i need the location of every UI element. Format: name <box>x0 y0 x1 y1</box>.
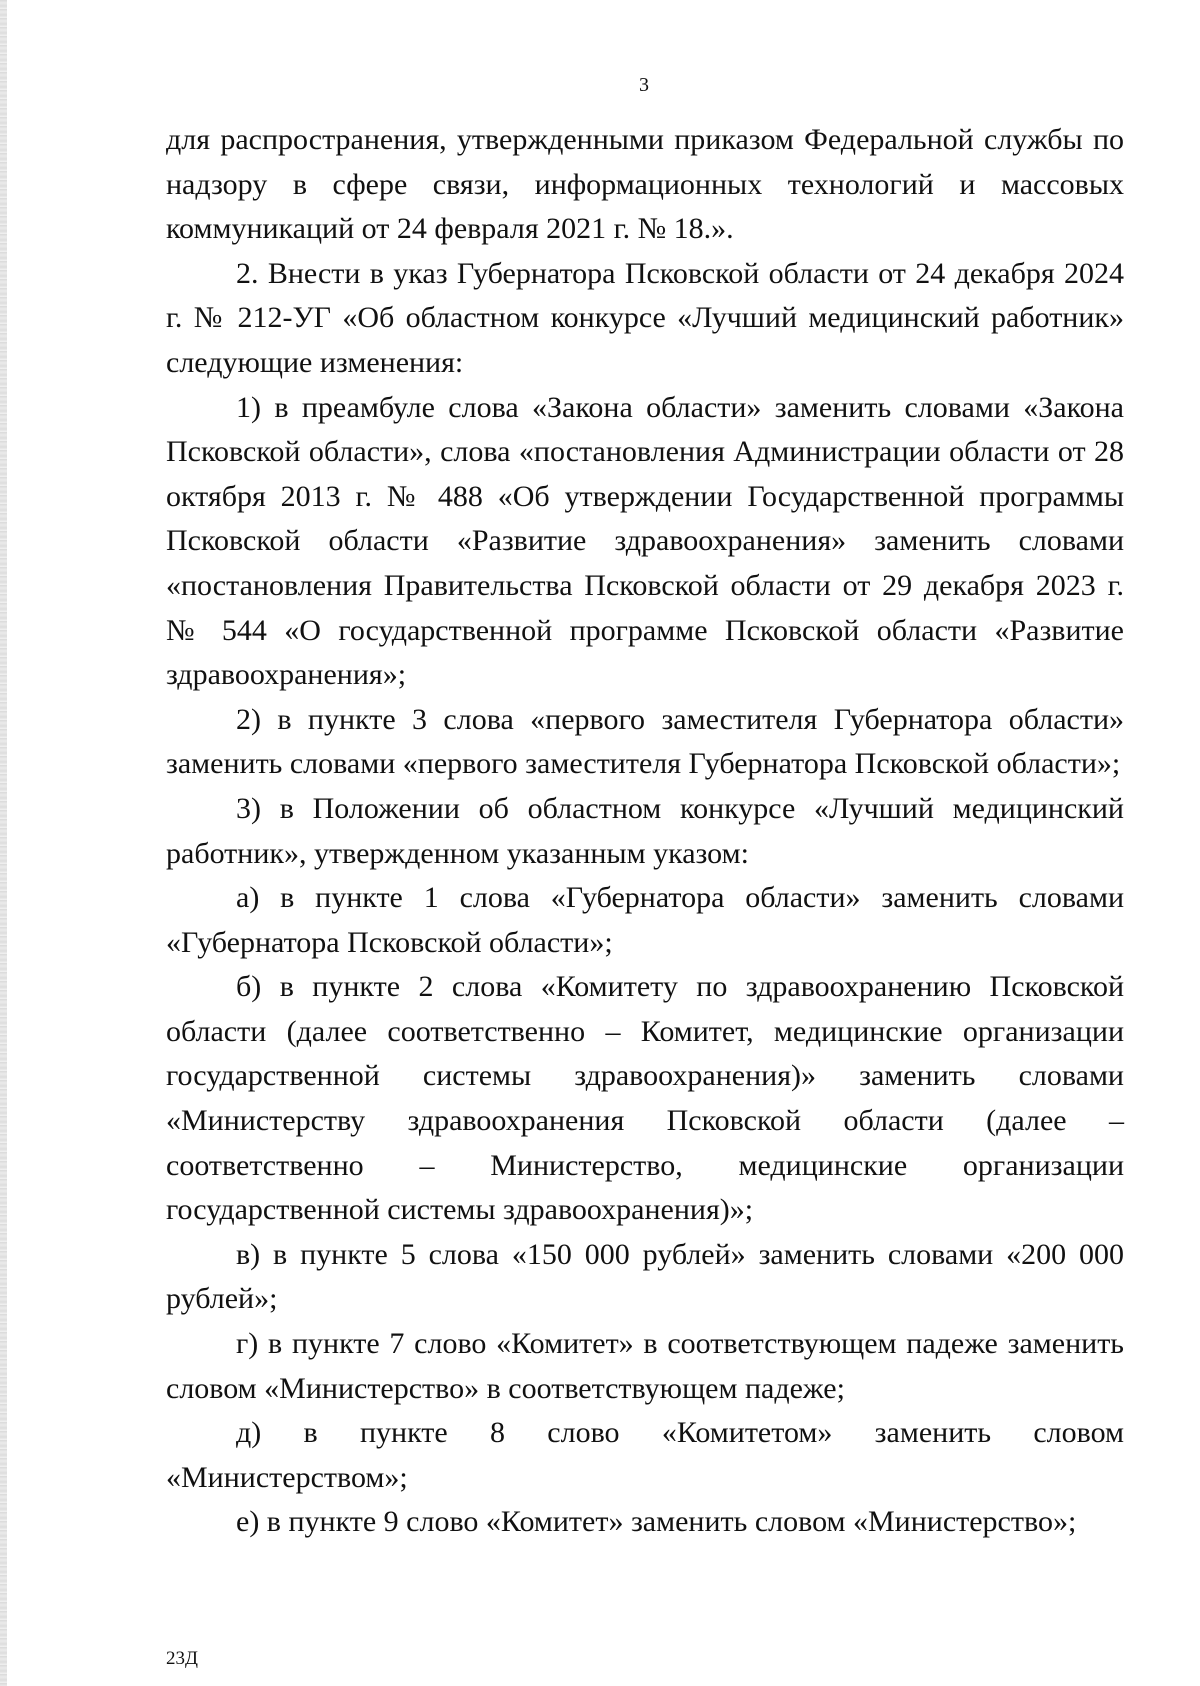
page-number: 3 <box>639 74 649 96</box>
paragraph-subitem-3: 3) в Положении об областном конкурсе «Лучший медицинский работник», утвержденном указанным указом: <box>166 791 1124 870</box>
paragraph-subitem-b: б) в пункте 2 слова «Комитету по здравоохранению Псковской области (далее соответственно – Комитет, медицинские организации государственной системы здравоохранения)» заменить словами «Министерству здравоохранения Псковской области (далее – соответственно – Министерство, медицинские организации государственной системы здравоохранения)»; <box>166 970 1124 1227</box>
paragraph-subitem-g: г) в пункте 7 слово «Комитет» в соответствующем падеже заменить словом «Министерство» в соответствующем падеже; <box>166 1327 1124 1405</box>
paragraph-continuation: для распространения, утвержденными приказом Федеральной службы по надзору в сфере связи, информационных технологий и массовых коммуникаций от 24 февраля 2021 г. № 18.». <box>166 123 1124 246</box>
paragraph-subitem-a: а) в пункте 1 слова «Губернатора области» заменить словами «Губернатора Псковской области»; <box>166 881 1124 959</box>
paragraph-item-2: 2. Внести в указ Губернатора Псковской области от 24 декабря 2024 г. № 212-УГ «Об областном конкурсе «Лучший медицинский работник» следующие изменения: <box>166 256 1124 379</box>
paragraph-subitem-2: 2) в пункте 3 слова «первого заместителя Губернатора области» заменить словами «первого заместителя Губернатора Псковской области»; <box>166 702 1124 781</box>
paragraph-subitem-v: в) в пункте 5 слова «150 000 рублей» заменить словами «200 000 рублей»; <box>166 1237 1124 1316</box>
scan-edge <box>0 0 7 1686</box>
paragraph-subitem-1: 1) в преамбуле слова «Закона области» заменить словами «Закона Псковской области», слова «постановления Администрации области от 28 октября 2013 г. № 488 «Об утверждении Государственной программы Псковской области «Развитие здравоохранения» заменить словами «постановления Правительства Псковской области от 29 декабря 2023 г. № 544 «О государственной программе Псковской области «Развитие здравоохранения»; <box>166 390 1124 692</box>
footer-code: 23Д <box>166 1648 198 1669</box>
paragraph-subitem-e: е) в пункте 9 слово «Комитет» заменить словом «Министерство»; <box>236 1505 1077 1539</box>
paragraph-subitem-d: д) в пункте 8 слово «Комитетом» заменить словом «Министерством»; <box>166 1416 1124 1494</box>
document-body <box>166 118 1124 1545</box>
